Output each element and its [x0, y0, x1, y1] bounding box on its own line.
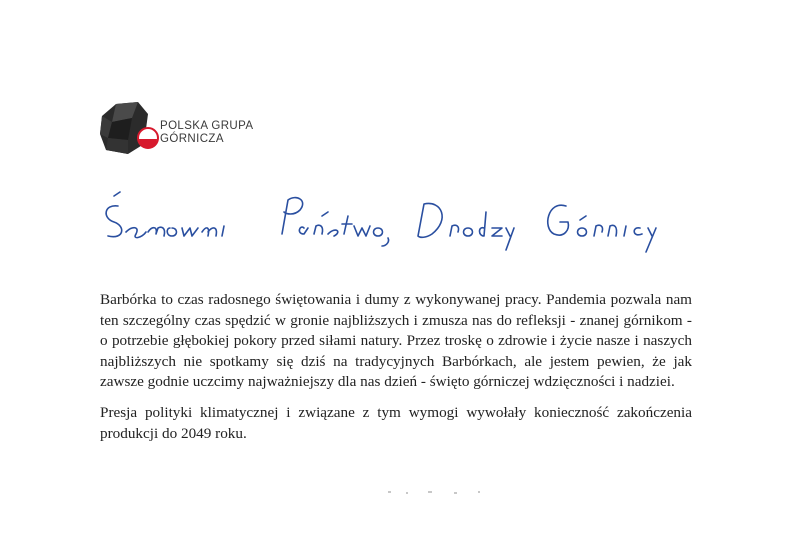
company-logo [98, 100, 278, 160]
letter-body [100, 290, 692, 454]
logo-text-line2: GÓRNICZA [160, 133, 224, 145]
logo-text [160, 120, 253, 146]
handwritten-salutation [96, 176, 716, 266]
polska-grupa-gornicza-logo-icon [98, 100, 164, 156]
letter-paragraph-2: Presja polityki klimatycznej i związane z tym wymogi wywołały konieczność zakończenia produkcji do 2049 roku. [100, 403, 692, 442]
scan-artifact [380, 488, 500, 498]
handwritten-salutation-signature [96, 176, 716, 266]
logo-text-line1: POLSKA GRUPA [160, 120, 254, 132]
letter-paragraph-1: Barbórka to czas radosnego świętowania i dumy z wykonywanej pracy. Pandemia pozwala nam ten szczególny czas spędzić w gronie najbliższych i zmusza nas do refleksji - znanej górnikom - o potrzebie głębokiej pokory przed siłami natury. Przez troskę o zdrowie i życie nasze i naszych najbliższych nie spotkamy się dziś na tradycyjnych Barbórkach, ale jestem pewien, że jak zawsze godnie uczcimy najważniejszy dla nas dzień - święto górniczej wdzięczności i nadziei. [100, 291, 692, 391]
